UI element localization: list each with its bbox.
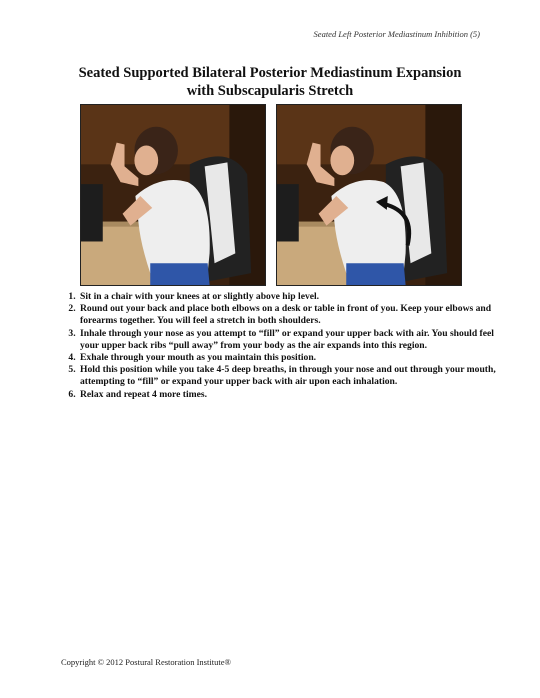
instruction-list: [60, 291, 498, 401]
instruction-step: 3. Inhale through your nose as you attempt to “fill” or expand your upper back with air. You should feel your upper back ribs “pull away” from your body as the air expands into this region.: [78, 328, 498, 352]
instruction-step: 4. Exhale through your mouth as you maintain this position.: [78, 352, 498, 364]
instruction-step: 6. Relax and repeat 4 more times.: [78, 389, 498, 401]
exercise-photo-start-position: [80, 104, 266, 286]
title-line-2: with Subscapularis Stretch: [186, 83, 354, 99]
instruction-step: 1. Sit in a chair with your knees at or slightly above hip level.: [78, 291, 498, 303]
exercise-photos: [80, 104, 460, 286]
instruction-step: 2. Round out your back and place both elbows on a desk or table in front of you. Keep your elbows and forearms together. You will feel a stretch in both shoulders.: [78, 303, 498, 327]
document-title: [0, 64, 540, 100]
title-line-1: Seated Supported Bilateral Posterior Mediastinum Expansion: [78, 65, 462, 81]
exercise-photo-breathing-expansion: [276, 104, 462, 286]
copyright-notice: Copyright © 2012 Postural Restoration Institute®: [61, 657, 231, 667]
instruction-step: 5. Hold this position while you take 4-5 deep breaths, in through your nose and out through your mouth, attempting to “fill” or expand your upper back with air upon each inhalation.: [78, 364, 498, 388]
running-header: Seated Left Posterior Mediastinum Inhibition (5): [313, 29, 480, 39]
